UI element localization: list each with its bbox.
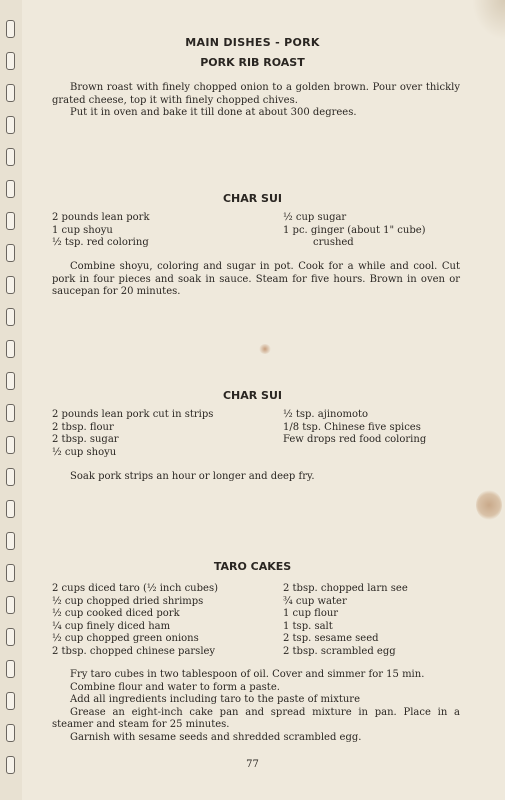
ingredient: ½ cup cooked diced pork [52, 608, 180, 619]
instruction-text: Soak pork strips an hour or longer and deep fry. [70, 471, 315, 482]
ingredient: 1 tsp. salt [283, 620, 333, 632]
binding-hole [6, 84, 15, 102]
paper-discoloration [472, 0, 505, 40]
chapter-heading: MAIN DISHES - PORK [185, 36, 320, 49]
binding-hole [6, 468, 15, 486]
binding-hole [6, 244, 15, 262]
ingredient: 1/8 tsp. Chinese five spices [283, 421, 421, 433]
ingredient: ½ cup chopped green onions [52, 633, 199, 644]
binding-hole [6, 596, 15, 614]
instruction-text: Add all ingredients including taro to the paste of mixture [70, 694, 360, 705]
ingredient-list [52, 409, 213, 459]
ingredient: 2 cups diced taro (½ inch cubes) [52, 583, 218, 594]
binding-hole [6, 628, 15, 646]
ingredient: 2 tbsp. chopped chinese parsley [52, 645, 216, 657]
recipe-title: CHAR SUI [222, 192, 283, 205]
ingredient: ¼ cup finely diced ham [52, 620, 171, 632]
instruction-text: Brown roast with finely chopped onion to a golden brown. Pour over thickly grated cheese, top it with finely chopped chives. [52, 82, 460, 106]
binding-hole [6, 212, 15, 230]
ingredient: ½ tsp. red coloring [52, 237, 149, 248]
recipe-instructions [52, 82, 460, 120]
binding-hole [6, 308, 15, 326]
ingredient: 1 cup flour [283, 608, 339, 619]
ingredient: ½ cup shoyu [52, 446, 117, 458]
instruction-text: Garnish with sesame seeds and shredded scrambled egg. [70, 731, 362, 743]
binding-hole [6, 404, 15, 422]
binding-hole [6, 724, 15, 742]
ingredient: 1 pc. ginger (about 1" cube) [283, 224, 426, 236]
ingredient-list [52, 212, 150, 250]
recipe-instructions [52, 669, 460, 744]
ingredient: ½ cup chopped dried shrimps [52, 595, 204, 607]
ingredient: 2 tbsp. chopped larn see [283, 583, 408, 594]
page-number: 77 [246, 759, 259, 770]
ingredient-list [283, 409, 426, 447]
binding-hole [6, 116, 15, 134]
binding-hole [6, 500, 15, 518]
recipe-title: PORK RIB ROAST [200, 56, 305, 69]
ingredient: 2 tbsp. sugar [52, 434, 119, 445]
binding-hole [6, 340, 15, 358]
ingredient: ½ tsp. ajinomoto [283, 409, 369, 420]
recipe-title: CHAR SUI [222, 389, 283, 402]
recipe-instructions [52, 471, 460, 484]
instruction-text: Combine flour and water to form a paste. [70, 681, 280, 693]
ingredient-list [283, 212, 426, 250]
ingredient: 2 pounds lean pork [52, 212, 150, 223]
instruction-text: Grease an eight-inch cake pan and spread mixture in pan. Place in a steamer and steam for 25 minutes. [52, 706, 460, 730]
binding-hole [6, 692, 15, 710]
binding-hole [6, 660, 15, 678]
ingredient-list [283, 583, 408, 658]
food-stain [259, 344, 271, 354]
recipe-instructions [52, 261, 460, 299]
binding-hole [6, 148, 15, 166]
binding-hole [6, 436, 15, 454]
ingredient: 2 pounds lean pork cut in strips [52, 409, 214, 420]
ingredient: 2 tsp. sesame seed [283, 633, 379, 644]
ingredient: Few drops red food coloring [283, 434, 427, 445]
ingredient-list [52, 583, 218, 658]
ingredient: ½ cup sugar [283, 212, 347, 223]
binding-hole [6, 532, 15, 550]
binding-hole [6, 276, 15, 294]
ingredient: 1 cup shoyu [52, 224, 113, 236]
ingredient: 2 tbsp. scrambled egg [283, 645, 396, 657]
ingredient: 2 tbsp. flour [52, 421, 114, 433]
instruction-text: Combine shoyu, coloring and sugar in pot. Cook for a while and cool. Cut pork in four pieces and soak in sauce. Steam for five hours. Brown in oven or saucepan for 20 minutes. [52, 261, 460, 297]
ingredient: crushed [313, 237, 354, 248]
instruction-text: Fry taro cubes in two tablespoon of oil. Cover and simmer for 15 min. [70, 669, 425, 680]
binding-hole [6, 372, 15, 390]
instruction-text: Put it in oven and bake it till done at about 300 degrees. [70, 107, 357, 118]
food-stain [476, 490, 502, 520]
ingredient: ¾ cup water [283, 595, 347, 607]
recipe-title: TARO CAKES [213, 560, 292, 573]
